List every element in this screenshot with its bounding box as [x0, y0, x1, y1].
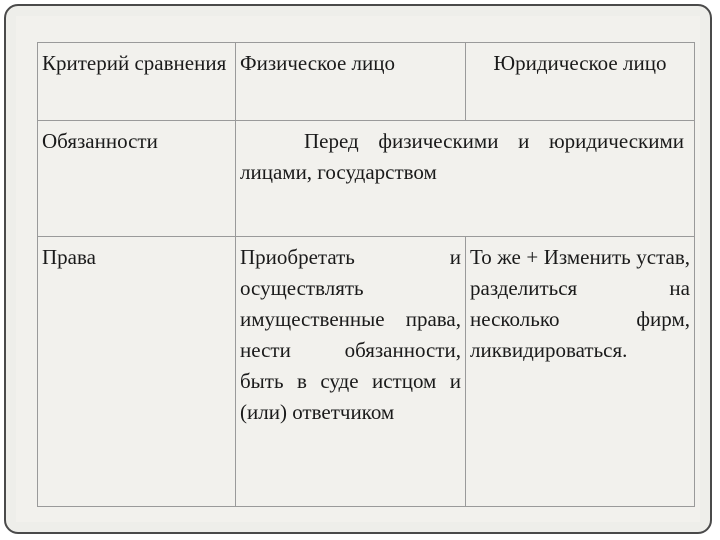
- header-row: [38, 43, 695, 121]
- comparison-table: [37, 42, 695, 507]
- row-legal-entity-rights: То же + Изменить устав, разделиться на несколько фирм, ликвидироваться.: [466, 237, 695, 507]
- header-individual: Физическое лицо: [236, 43, 466, 121]
- header-legal-entity: Юридическое лицо: [466, 43, 695, 121]
- table-row-duties: [38, 121, 695, 237]
- header-criterion: Критерий сравнения: [38, 43, 236, 121]
- table-row-rights: [38, 237, 695, 507]
- row-individual-rights: Приобретать и осуществлять имущественные права, нести обязанности, быть в суде истцом и (или) ответчиком: [236, 237, 466, 507]
- row-value-duties: Перед физическими и юридическими лицами, государством: [236, 121, 695, 237]
- row-criterion-duties: Обязанности: [38, 121, 236, 237]
- row-criterion-rights: Права: [38, 237, 236, 507]
